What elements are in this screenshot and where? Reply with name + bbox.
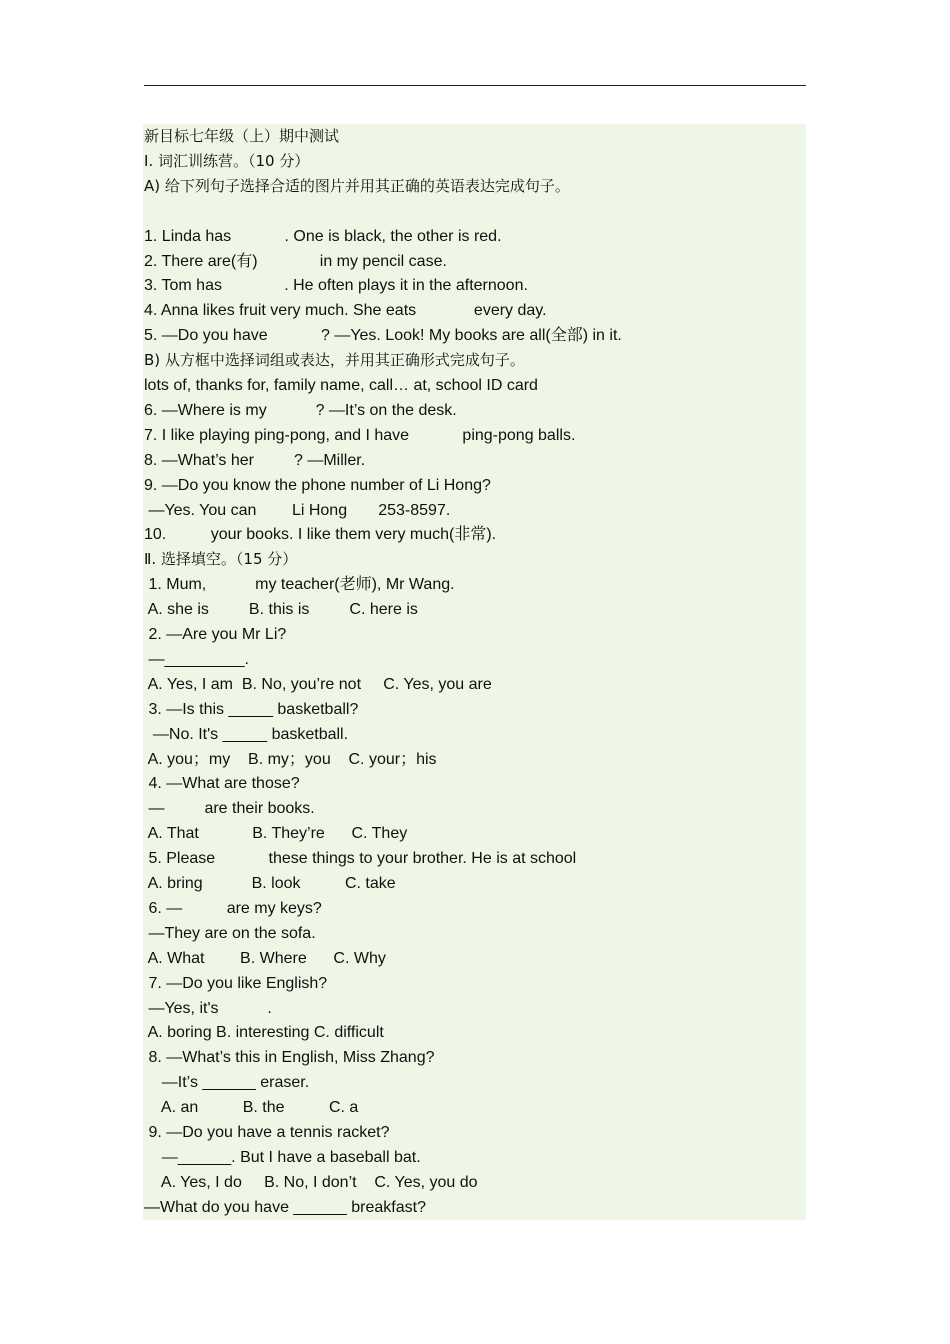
mc-line: A. bring B. look C. take bbox=[144, 875, 396, 892]
mc-line: 6. — are my keys? bbox=[144, 899, 322, 917]
question-line: 8. —What’s her ? —Miller. bbox=[144, 451, 366, 469]
mc-line: —What do you have ______ breakfast? bbox=[144, 1198, 426, 1216]
mc-line: 5. Please these things to your brother. He is at school bbox=[144, 850, 577, 868]
mc-line: A. you；my B. my；you C. your；his bbox=[144, 750, 437, 768]
mc-line: A. Yes, I am B. No, you’re not C. Yes, you are bbox=[144, 675, 492, 693]
question-line: 4. Anna likes fruit very much. She eats every day. bbox=[144, 302, 547, 320]
question-line: —Yes. You can Li Hong 253-8597. bbox=[144, 501, 451, 519]
mc-line: A. boring B. interesting C. difficult bbox=[144, 1024, 384, 1042]
mc-line: A. Yes, I do B. No, I don’t C. Yes, you do bbox=[144, 1173, 478, 1191]
mc-line: 8. —What’s this in English, Miss Zhang? bbox=[144, 1049, 435, 1067]
mc-line: A. she is B. this is C. here is bbox=[144, 601, 418, 619]
mc-line: —No. It's _____ basketball. bbox=[144, 725, 349, 743]
mc-line: A. What B. Where C. Why bbox=[144, 949, 386, 967]
section1-heading: I. 词汇训练营。（10 分） bbox=[144, 151, 310, 170]
question-line: 6. —Where is my ? —It’s on the desk. bbox=[144, 401, 457, 419]
mc-line: 3. —Is this _____ basketball? bbox=[144, 700, 359, 718]
question-line: 7. I like playing ping-pong, and I have ping-pong balls. bbox=[144, 426, 576, 444]
mc-line: —______. But I have a baseball bat. bbox=[144, 1148, 421, 1166]
mc-line: A. an B. the C. a bbox=[144, 1099, 359, 1117]
section2-heading: Ⅱ. 选择填空。（15 分） bbox=[144, 550, 298, 569]
word-box: lots of, thanks for, family name, call… at, school ID card bbox=[144, 377, 538, 394]
mc-line: 9. —Do you have a tennis racket? bbox=[144, 1124, 390, 1141]
mc-line: —They are on the sofa. bbox=[144, 924, 316, 942]
mc-line: —Yes, it's . bbox=[144, 999, 272, 1017]
mc-line: 4. —What are those? bbox=[144, 775, 300, 793]
mc-line: — are their books. bbox=[144, 800, 315, 818]
mc-line: —_________. bbox=[144, 650, 249, 668]
mc-line: 2. —Are you Mr Li? bbox=[144, 626, 287, 643]
mc-line: 7. —Do you like English? bbox=[144, 974, 328, 992]
mc-line: 1. Mum, my teacher(老师), Mr Wang. bbox=[144, 576, 455, 594]
question-line: 2. There are(有) in my pencil case. bbox=[144, 252, 447, 270]
question-line: 5. —Do you have ? —Yes. Look! My books are all(全部) in it. bbox=[144, 327, 622, 345]
partA-instruction: A) 给下列句子选择合适的图片并用其正确的英语表达完成句子。 bbox=[144, 176, 570, 195]
question-line: 3. Tom has . He often plays it in the afternoon. bbox=[144, 277, 528, 295]
question-line: 9. —Do you know the phone number of Li Hong? bbox=[144, 476, 491, 494]
question-line: 1. Linda has . One is black, the other is red. bbox=[144, 227, 502, 245]
mc-line: —It’s ______ eraser. bbox=[144, 1074, 310, 1092]
partB-instruction: B) 从方框中选择词组或表达，并用其正确形式完成句子。 bbox=[144, 351, 525, 370]
question-line: 10. your books. I like them very much(非常). bbox=[144, 526, 497, 544]
mc-line: A. That B. They’re C. They bbox=[144, 825, 408, 843]
header-rule bbox=[144, 85, 806, 86]
document-title: 新目标七年级（上）期中测试 bbox=[144, 127, 340, 145]
